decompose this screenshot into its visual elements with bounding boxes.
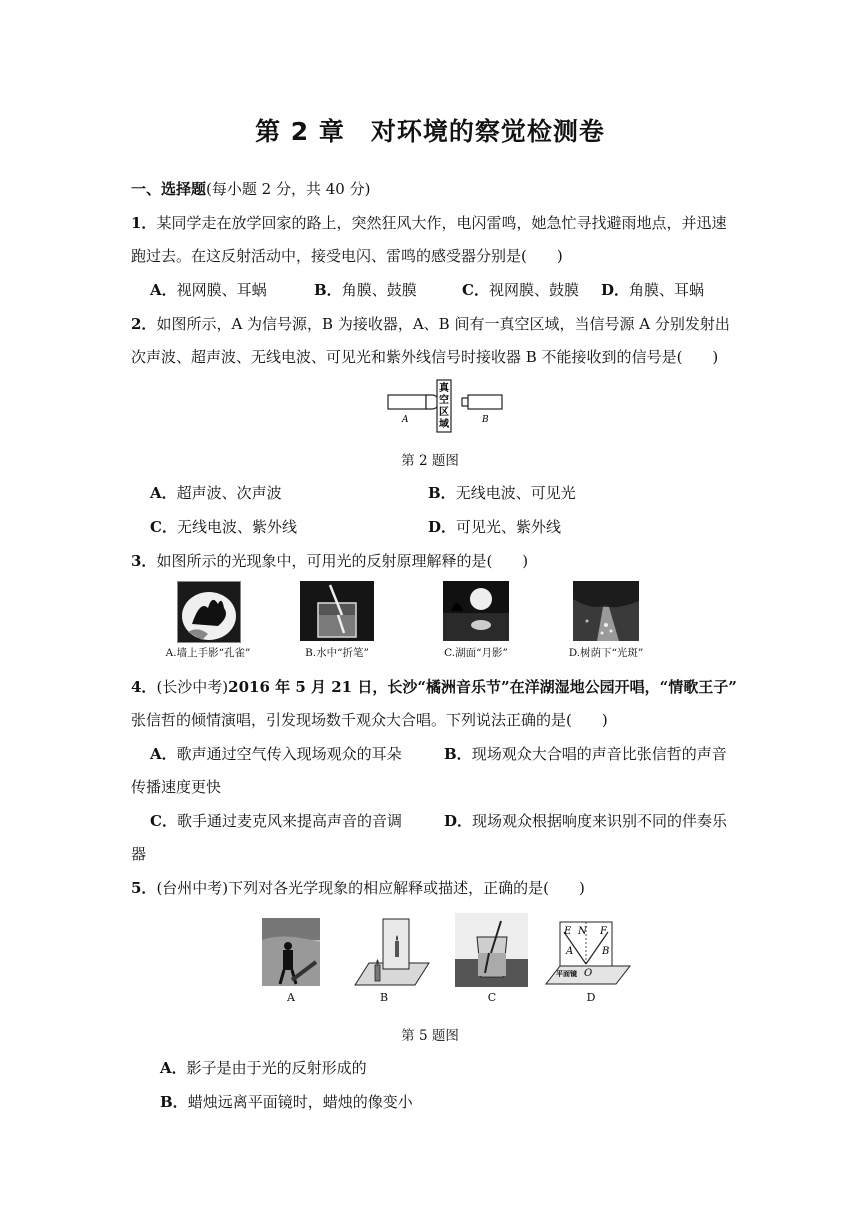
hand-shadow-drawing: [178, 582, 240, 642]
q2-option-d: D．可见光、紫外线: [428, 518, 562, 536]
glass-straw-drawing: [455, 913, 528, 987]
q5-caption: 第 5 题图: [401, 1028, 459, 1044]
vacuum-char-1: 真: [439, 383, 449, 394]
q1-option-c: C．视网膜、鼓膜: [462, 281, 579, 299]
q1-option-d: D．角膜、耳蜗: [601, 281, 705, 299]
q3-number: 3．: [131, 552, 157, 570]
label-b: B: [482, 415, 489, 425]
q4-option-b-cont: 传播速度更快: [131, 778, 222, 796]
q3-image-moon-reflection: [443, 581, 509, 641]
q5-label-b: B: [379, 991, 389, 1004]
q5-figure-candle-mirror: [351, 915, 431, 987]
q3-caption-a: A.墙上手影“孔雀”: [165, 647, 251, 659]
q5-stem: 5．(台州中考)下列对各光学现象的相应解释或描述，正确的是( ): [131, 879, 585, 897]
light-spots-drawing: [573, 581, 639, 641]
q1-option-b: B．角膜、鼓膜: [314, 281, 417, 299]
mirror-letter-o: O: [584, 968, 593, 979]
q5-source: (台州中考): [156, 879, 229, 897]
mirror-label: 平面镜: [556, 969, 577, 978]
q2-option-a: A．超声波、次声波: [150, 484, 282, 502]
receiver-tip: [462, 398, 468, 406]
section-note: (每小题 2 分，共 40 分): [206, 180, 371, 198]
label-a: A: [402, 415, 409, 425]
q3-caption-d: D.树荫下“光斑”: [568, 647, 644, 659]
q4-option-c: C．歌手通过麦克风来提高声音的音调: [150, 812, 402, 830]
q5-label-d: D: [586, 991, 596, 1004]
q5-label-c: C: [487, 991, 497, 1004]
q2-caption: 第 2 题图: [401, 453, 459, 469]
q3-caption-c: C.湖面“月影”: [444, 647, 508, 659]
q2-option-c: C．无线电波、紫外线: [150, 518, 297, 536]
q5-label-a: A: [287, 991, 295, 1004]
receiver-body: [468, 395, 502, 409]
q3-image-bent-pen: [300, 581, 374, 641]
signal-source-body: [388, 395, 426, 409]
moon-reflection-drawing: [443, 581, 509, 641]
q5-figure-plane-mirror: [544, 918, 632, 986]
q2-figure: [380, 378, 510, 434]
q2-stem-line2: 次声波、超声波、无线电波、可见光和紫外线信号时接收器 B 不能接收到的信号是( ): [131, 348, 719, 366]
q5-image-glass-straw: [455, 913, 528, 987]
q2-number: 2．: [131, 315, 157, 333]
vacuum-char-2: 空: [439, 395, 449, 406]
q3-image-light-spots: [573, 581, 639, 641]
q1-stem-line2: 跑过去。在这反射活动中，接受电闪、雷鸣的感受器分别是( ): [131, 247, 563, 265]
mirror-letter-f: F: [600, 926, 607, 937]
vacuum-char-3: 区: [439, 407, 449, 418]
mirror-letter-b: B: [602, 946, 610, 957]
shadow-photo-drawing: [262, 918, 320, 986]
q5-number: 5．: [131, 879, 157, 897]
q5-option-a: A．影子是由于光的反射形成的: [160, 1059, 367, 1077]
q3-stem: 3．如图所示的光现象中，可用光的反射原理解释的是( ): [131, 552, 529, 570]
bent-pen-drawing: [300, 581, 374, 641]
q1-stem-line1: 1．某同学走在放学回家的路上，突然狂风大作，电闪雷鸣，她急忙寻找避雨地点，并迅速: [131, 214, 727, 232]
q4-option-d-cont: 器: [131, 845, 147, 863]
q4-option-a: A．歌声通过空气传入现场观众的耳朵: [150, 745, 402, 763]
section-header: [131, 178, 370, 199]
q4-option-b: B．现场观众大合唱的声音比张信哲的声音: [444, 745, 727, 763]
q4-stem-line2: 张信哲的倾情演唱，引发现场数千观众大合唱。下列说法正确的是( ): [131, 711, 608, 729]
mirror-letter-e: E: [564, 926, 572, 937]
q4-stem-line1: 4．(长沙中考)2016 年 5 月 21 日，长沙“橘洲音乐节”在洋湖湿地公园开唱，“情歌王子”: [131, 678, 737, 696]
mirror-letter-n: N: [578, 926, 587, 937]
q4-source: (长沙中考): [156, 678, 229, 696]
q3-caption-b: B.水中“折笔”: [305, 647, 369, 659]
page-title: 第 2 章 对环境的察觉检测卷: [255, 117, 605, 146]
q3-image-hand-shadow: [177, 581, 241, 643]
q1-number: 1．: [131, 214, 157, 232]
q4-option-d: D．现场观众根据响度来识别不同的伴奏乐: [444, 812, 728, 830]
q5-option-b: B．蜡烛远离平面镜时，蜡烛的像变小: [160, 1093, 413, 1111]
section-label: 一、选择题: [131, 180, 207, 198]
q2-stem-line1: 2．如图所示，A 为信号源，B 为接收器，A、B 间有一真空区域，当信号源 A 分别发射出: [131, 315, 730, 333]
q1-option-a: A．视网膜、耳蜗: [150, 281, 267, 299]
q4-number: 4．: [131, 678, 157, 696]
q2-option-b: B．无线电波、可见光: [428, 484, 576, 502]
mirror-letter-a: A: [566, 946, 574, 957]
vacuum-char-4: 域: [439, 419, 449, 430]
q5-image-shadow: [262, 918, 320, 986]
